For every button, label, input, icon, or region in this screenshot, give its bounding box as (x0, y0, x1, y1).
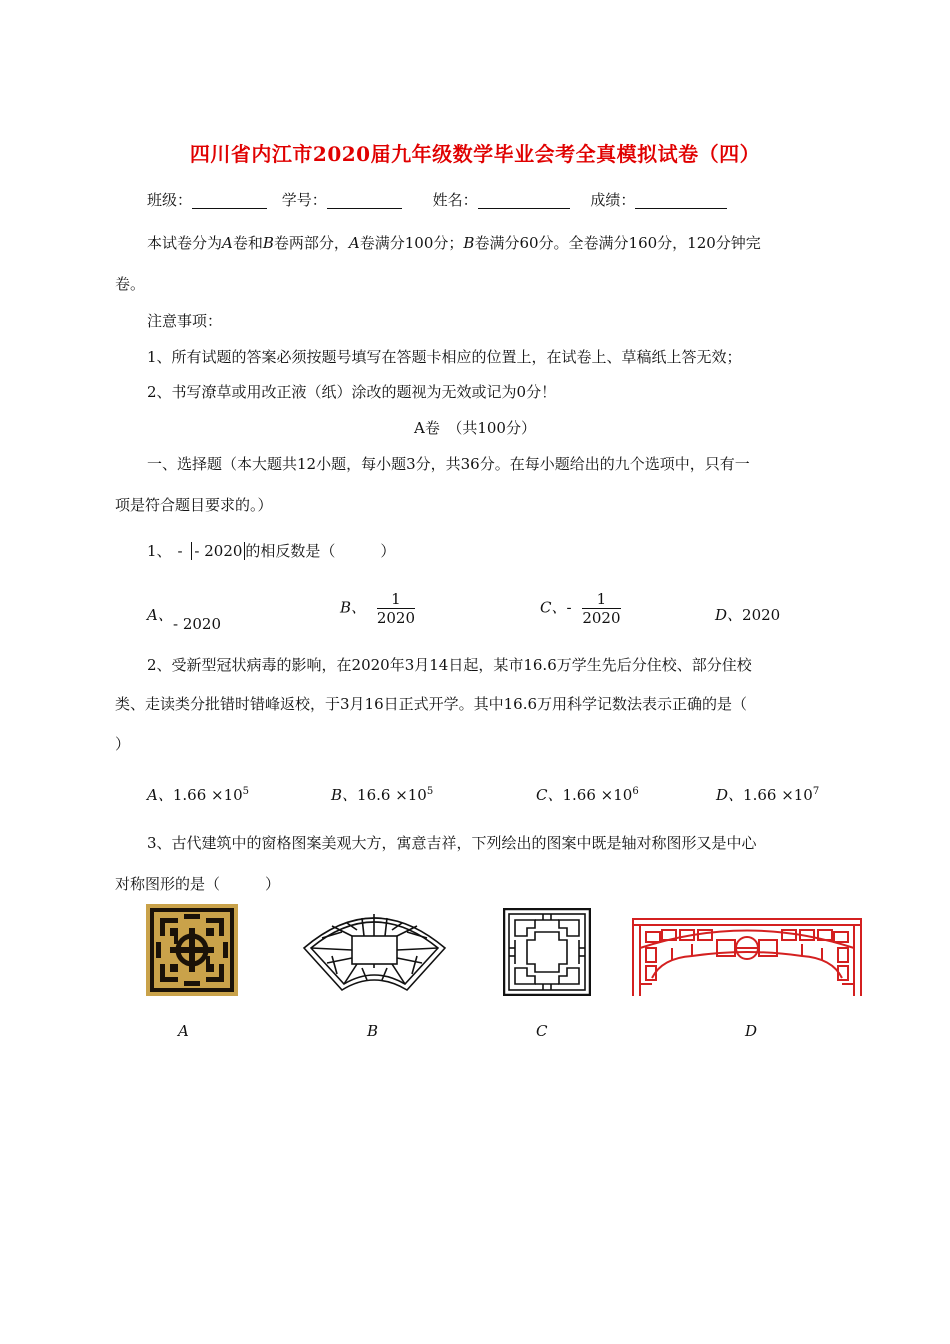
figure-label-d: D (745, 1022, 758, 1040)
question-2-line-3: ） (115, 735, 131, 753)
q1-option-b: B、 $\frac{1}{2020}$ (340, 590, 415, 627)
notes-item-1: 1、所有试题的答案必须按题号填写在答题卡相应的位置上，在试卷上、草稿纸上答无效； (147, 348, 742, 366)
figure-label-a: A (178, 1022, 189, 1040)
figure-b-fan-pattern (302, 908, 447, 994)
part1-line-1: 一、选择题（本大题共12小题，每小题3分，共36分。在每小题给出的九个选项中，只有一 (147, 455, 750, 473)
intro-line-2: 卷。 (115, 275, 146, 293)
figure-label-c: C (536, 1022, 548, 1040)
figure-label-b: B (367, 1022, 379, 1040)
question-3-line-2: 对称图形的是（ ） (115, 875, 281, 893)
part1-line-2: 项是符合题目要求的。） (115, 496, 273, 514)
figure-d-arch-lattice (632, 918, 862, 998)
abs-value-expression: - 2020 (191, 542, 245, 560)
question-3-line-1: 3、古代建筑中的窗格图案美观大方，寓意吉祥，下列绘出的图案中既是轴对称图形又是中心 (147, 834, 757, 852)
name-blank[interactable] (478, 194, 570, 209)
q2-option-b: B、$16.6 \times 10^5$ (331, 786, 434, 804)
notes-item-2: 2、书写潦草或用改正液（纸）涂改的题视为无效或记为0分！ (147, 383, 557, 401)
intro-line-1: 本试卷分为A卷和B卷两部分，A卷满分100分；B卷满分60分。全卷满分160分，120分钟完 (147, 234, 761, 252)
class-label: 班级： (147, 191, 193, 209)
page-title: 四川省内江市2020届九年级数学毕业会考全真模拟试卷（四） (189, 142, 761, 166)
q2-option-a: A、$1.66 \times 10^5$ (147, 786, 250, 804)
question-2-line-2: 类、走读类分批错时错峰返校，于3月16日正式开学。其中16.6万用科学记数法表示正确的是（ (115, 695, 748, 713)
question-1: 1、 - - 2020 的相反数是（ ） (147, 542, 396, 560)
question-2-line-1: 2、受新型冠状病毒的影响，在2020年3月14日起，某市16.6万学生先后分住校、部分住校 (147, 656, 752, 674)
section-a-heading: A卷 （共100分） (414, 419, 536, 437)
header-fields (147, 189, 727, 210)
q2-option-c: C、$1.66 \times 10^6$ (536, 786, 639, 804)
q1-option-c: C、- $\frac{1}{2020}$ (540, 590, 621, 627)
id-blank[interactable] (327, 194, 402, 209)
q1-option-a-value: - 2020 (173, 615, 222, 633)
id-label: 学号： (281, 191, 327, 209)
figure-c-square-lattice (503, 908, 591, 996)
figure-a-lattice-pattern (146, 904, 238, 996)
q1-option-d: D、2020 (715, 606, 781, 624)
q2-option-d: D、$1.66 \times 10^7$ (716, 786, 820, 804)
q1-option-a-label: A、 (147, 606, 173, 624)
notes-heading: 注意事项： (147, 312, 223, 330)
score-blank[interactable] (635, 194, 727, 209)
class-blank[interactable] (192, 194, 267, 209)
score-label: 成绩： (590, 191, 636, 209)
name-label: 姓名： (432, 191, 478, 209)
